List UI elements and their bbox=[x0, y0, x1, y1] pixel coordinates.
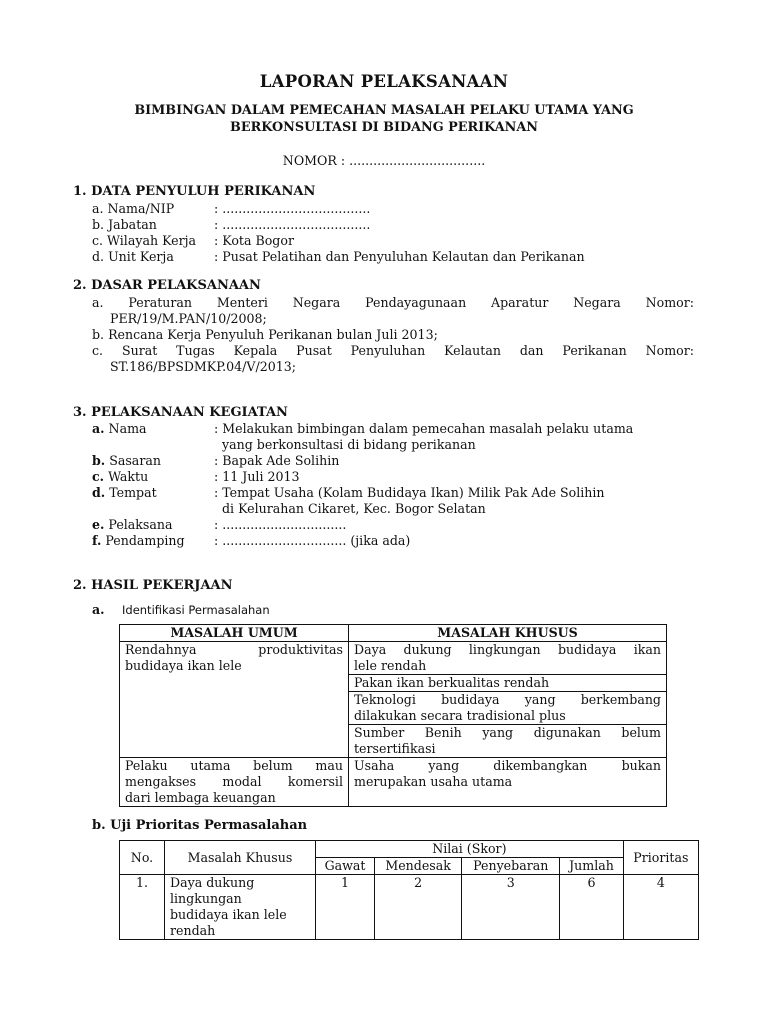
section3-item-tempat-cont: di Kelurahan Cikaret, Kec. Bogor Selatan bbox=[222, 501, 486, 516]
table-header: MASALAH UMUM bbox=[120, 625, 349, 642]
item-letter: f. bbox=[92, 533, 102, 548]
table-cell-masalah bbox=[165, 875, 316, 940]
item-label: Waktu bbox=[104, 469, 149, 484]
section3-item-tempat bbox=[92, 485, 712, 501]
cell-line: dilakukan secara tradisional plus bbox=[354, 708, 566, 723]
cell-line: rendah bbox=[170, 923, 216, 938]
table-cell-umum bbox=[120, 758, 349, 807]
section4-heading: 2. HASIL PEKERJAAN bbox=[73, 578, 233, 593]
cell-line: Sumber Benih yang digunakan belum bbox=[354, 725, 661, 740]
cell-line: tersertifikasi bbox=[354, 741, 436, 756]
table-cell-mendesak: 2 bbox=[375, 875, 462, 940]
cell-line: Teknologi budidaya yang berkembang bbox=[354, 692, 661, 707]
table-cell-umum bbox=[120, 642, 349, 758]
report-subtitle-line2: BERKONSULTASI DI BIDANG PERIKANAN bbox=[230, 120, 538, 135]
table-cell-khusus bbox=[349, 642, 667, 675]
section1-item-unit bbox=[92, 249, 712, 265]
section3-item-pelaksana bbox=[92, 517, 712, 533]
section2-item-b: b. Rencana Kerja Penyuluh Perikanan bulan Juli 2013; bbox=[92, 327, 438, 342]
section3-heading: 3. PELAKSANAAN KEGIATAN bbox=[73, 405, 288, 420]
section1-item-jabatan bbox=[92, 217, 712, 233]
item-value: : Bapak Ade Solihin bbox=[214, 453, 340, 468]
subsection-title: Identifikasi Permasalahan bbox=[122, 603, 270, 617]
cell-line: lele rendah bbox=[354, 658, 427, 673]
section3-item-nama bbox=[92, 421, 712, 437]
table-cell-jumlah: 6 bbox=[560, 875, 623, 940]
section1-item-wilayah bbox=[92, 233, 712, 249]
item-value: : 11 Juli 2013 bbox=[214, 469, 300, 484]
table-header: Gawat bbox=[316, 858, 375, 875]
item-value: : ..................................... bbox=[214, 201, 371, 216]
section2-heading: 2. DASAR PELAKSANAAN bbox=[73, 278, 261, 293]
item-label: d. Unit Kerja bbox=[92, 249, 174, 264]
item-value: : ............................... (jika ada) bbox=[214, 533, 411, 548]
table-cell-khusus bbox=[349, 758, 667, 807]
subsection-letter: a. bbox=[92, 602, 105, 617]
item-value: : Melakukan bimbingan dalam pemecahan masalah pelaku utama bbox=[214, 421, 634, 436]
section1-heading: 1. DATA PENYULUH PERIKANAN bbox=[73, 184, 316, 199]
priority-table bbox=[119, 840, 699, 940]
cell-line: merupakan usaha utama bbox=[354, 774, 513, 789]
item-letter: e. bbox=[92, 517, 105, 532]
cell-line: Daya dukung bbox=[170, 875, 255, 890]
cell-line: dari lembaga keuangan bbox=[125, 790, 276, 805]
section3-item-sasaran bbox=[92, 453, 712, 469]
item-label: a. Nama/NIP bbox=[92, 201, 175, 216]
section3-item-nama-cont: yang berkonsultasi di bidang perikanan bbox=[222, 437, 476, 452]
table-cell-penyebaran: 3 bbox=[462, 875, 560, 940]
cell-line: budidaya ikan lele bbox=[125, 658, 242, 673]
table-cell-khusus bbox=[349, 692, 667, 725]
table-header: Nilai (Skor) bbox=[316, 841, 624, 858]
item-letter: c. bbox=[92, 469, 105, 484]
section2-item-c-line1: c. Surat Tugas Kepala Pusat Penyuluhan Kelautan dan Perikanan Nomor: bbox=[92, 343, 694, 358]
item-value: : ............................... bbox=[214, 517, 347, 532]
item-letter: d. bbox=[92, 485, 106, 500]
table-header: Penyebaran bbox=[462, 858, 560, 875]
cell-line: Daya dukung lingkungan budidaya ikan bbox=[354, 642, 661, 657]
table-cell-no: 1. bbox=[120, 875, 165, 940]
section3-item-waktu bbox=[92, 469, 712, 485]
table-header: Jumlah bbox=[560, 858, 623, 875]
section2-item-a-line1: a. Peraturan Menteri Negara Pendayagunaan Aparatur Negara Nomor: bbox=[92, 295, 694, 310]
item-label: Nama bbox=[104, 421, 147, 436]
item-label: Pelaksana bbox=[104, 517, 173, 532]
item-label: Tempat bbox=[105, 485, 157, 500]
section1-item-nama bbox=[92, 201, 712, 217]
cell-line: Pelaku utama belum mau bbox=[125, 758, 343, 773]
item-value: : Kota Bogor bbox=[214, 233, 294, 248]
cell-line: budidaya ikan lele bbox=[170, 907, 287, 922]
item-letter: a. bbox=[92, 421, 105, 436]
item-label: Pendamping bbox=[101, 533, 185, 548]
cell-line: Rendahnya produktivitas bbox=[125, 642, 343, 657]
table-cell-khusus: Pakan ikan berkualitas rendah bbox=[349, 675, 667, 692]
identification-table bbox=[119, 624, 667, 807]
table-header: Masalah Khusus bbox=[165, 841, 316, 875]
item-label: c. Wilayah Kerja bbox=[92, 233, 197, 248]
cell-line: Usaha yang dikembangkan bukan bbox=[354, 758, 661, 773]
document-number: NOMOR : .................................. bbox=[282, 153, 486, 168]
table-header: No. bbox=[120, 841, 165, 875]
section3-item-pendamping bbox=[92, 533, 712, 549]
cell-line: lingkungan bbox=[170, 891, 242, 906]
table-cell-gawat: 1 bbox=[316, 875, 375, 940]
item-letter: b. bbox=[92, 453, 106, 468]
item-label: Sasaran bbox=[105, 453, 161, 468]
subsection-a-heading bbox=[92, 602, 712, 618]
item-value: : Pusat Pelatihan dan Penyuluhan Kelautan dan Perikanan bbox=[214, 249, 585, 264]
item-value: : ..................................... bbox=[214, 217, 371, 232]
table-header: Mendesak bbox=[375, 858, 462, 875]
cell-line: mengakses modal komersil bbox=[125, 774, 343, 789]
subsection-b-heading: b. Uji Prioritas Permasalahan bbox=[92, 818, 308, 833]
table-cell-prioritas: 4 bbox=[623, 875, 698, 940]
report-subtitle-line1: BIMBINGAN DALAM PEMECAHAN MASALAH PELAKU UTAMA YANG bbox=[134, 103, 634, 118]
table-cell-khusus bbox=[349, 725, 667, 758]
report-title: LAPORAN PELAKSANAAN bbox=[259, 72, 509, 91]
section2-item-a-line2: PER/19/M.PAN/10/2008; bbox=[110, 311, 267, 326]
section2-item-c-line2: ST.186/BPSDMKP.04/V/2013; bbox=[110, 359, 297, 374]
table-header: Prioritas bbox=[623, 841, 698, 875]
item-value: : Tempat Usaha (Kolam Budidaya Ikan) Milik Pak Ade Solihin bbox=[214, 485, 605, 500]
item-label: b. Jabatan bbox=[92, 217, 157, 232]
table-header: MASALAH KHUSUS bbox=[349, 625, 667, 642]
